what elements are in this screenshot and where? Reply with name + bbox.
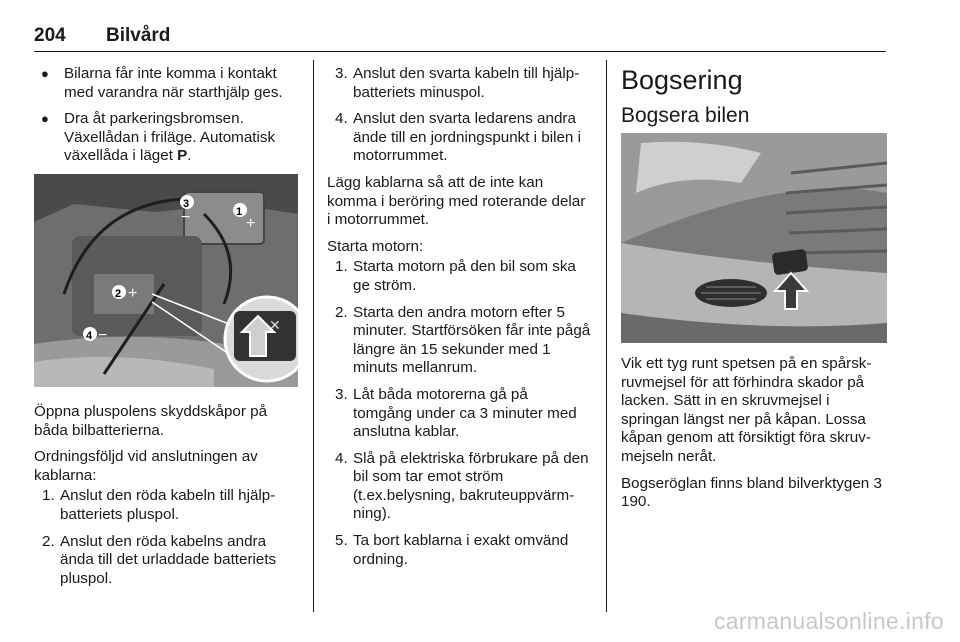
step-number: 1. <box>335 258 348 276</box>
step-text: Låt båda motorerna gå på tomgång under ca 3 minuter med anslutna kablar. <box>353 385 577 441</box>
page-reference[interactable]: 3 190. <box>621 474 882 511</box>
paragraph: Vik ett tyg runt spetsen på en spårskruvmejsel för att förhindra skador på lacken. Sätt in en skruvmejsel i springan längst ner på kåpan. Lossa kåpan genom att försiktigt föra skruvmejseln neråt. <box>621 355 872 465</box>
page-header <box>34 26 886 52</box>
list-item <box>327 65 591 102</box>
steps-list <box>34 487 298 588</box>
list-item <box>327 258 591 295</box>
section-heading: Bogsera bilen <box>621 104 750 127</box>
step-text: Anslut den svarta kabeln till hjälpbatteriets minuspol. <box>353 65 580 101</box>
jump-start-illustration <box>34 174 298 387</box>
paragraph: Ordningsföljd vid anslutningen av kablarna: <box>34 448 258 484</box>
callout-4: 4 <box>86 329 93 342</box>
step-number: 2. <box>42 532 55 550</box>
svg-text:+: + <box>128 284 138 302</box>
list-item <box>34 487 298 524</box>
callout-3: 3 <box>183 197 190 210</box>
gear-position: P <box>177 147 188 165</box>
list-item <box>34 65 298 102</box>
svg-text:−: − <box>181 208 191 226</box>
step-number: 5. <box>335 532 348 550</box>
bullet-icon: ● <box>41 111 49 127</box>
towing-cover-illustration <box>621 133 887 343</box>
watermark: carmanualsonline.info <box>713 608 944 634</box>
column-divider <box>313 60 314 612</box>
steps-list <box>327 65 591 166</box>
bullet-text: Bilarna får inte komma i kontakt med varandra när starthjälp ges. <box>64 65 283 101</box>
step-number: 4. <box>335 449 348 467</box>
list-item <box>327 304 591 378</box>
paragraph-text: Bogseröglan finns bland bilverktygen <box>621 474 874 492</box>
step-number: 4. <box>335 110 348 128</box>
step-number: 1. <box>42 487 55 505</box>
step-text: Slå på elektriska förbrukare på den bil som tar emot ström (t.ex.belysning, bakruteuppvärmning). <box>353 449 589 523</box>
paragraph <box>621 475 887 512</box>
list-item <box>327 450 591 524</box>
list-item <box>327 532 591 569</box>
step-text: Starta motorn på den bil som ska ge ström. <box>353 258 576 294</box>
bullet-list <box>34 65 298 166</box>
callout-2: 2 <box>115 287 122 300</box>
column-divider <box>606 60 607 612</box>
paragraph: Starta motorn: <box>327 237 424 255</box>
list-item <box>327 110 591 166</box>
paragraph: Öppna pluspolens skyddskåpor på båda bilbatterierna. <box>34 402 268 439</box>
column-middle <box>327 65 591 577</box>
step-text: Anslut den röda kabelns andra ända till det urladdade batteriets pluspol. <box>60 532 277 587</box>
list-item <box>34 110 298 166</box>
section-title: Bilvård <box>106 25 171 46</box>
step-text: Anslut den svarta ledarens andra ände till en jordningspunkt i bilen i motorrummet. <box>353 110 581 165</box>
steps-list <box>327 258 591 569</box>
svg-text:+: + <box>246 214 256 232</box>
bullet-icon: ● <box>41 66 49 81</box>
paragraph: Lägg kablarna så att de inte kan komma i beröring med roterande delar i motorrummet. <box>327 173 586 229</box>
svg-text:✕: ✕ <box>269 316 281 333</box>
step-number: 2. <box>335 303 348 321</box>
callout-1: 1 <box>236 205 243 218</box>
column-left <box>34 65 298 596</box>
step-text: Starta den andra motorn efter 5 minuter. Startförsöken får inte pågå längre än 15 sekunder med 1 minuts mellanrum. <box>353 303 591 377</box>
step-text: Ta bort kablarna i exakt omvänd ordning. <box>353 532 569 568</box>
svg-text:−: − <box>98 326 108 344</box>
chapter-title: Bogsering <box>621 65 743 95</box>
bullet-text: Dra åt parkeringsbromsen. Växellådan i friläge. Automatisk växellåda i läget <box>64 110 276 165</box>
list-item <box>327 386 591 442</box>
page-number: 204 <box>34 25 66 46</box>
column-right <box>621 65 887 520</box>
bullet-tail: . <box>187 147 192 165</box>
step-number: 3. <box>335 65 348 82</box>
list-item <box>34 533 298 589</box>
step-number: 3. <box>335 385 348 403</box>
step-text: Anslut den röda kabeln till hjälpbatteriets pluspol. <box>60 487 276 523</box>
